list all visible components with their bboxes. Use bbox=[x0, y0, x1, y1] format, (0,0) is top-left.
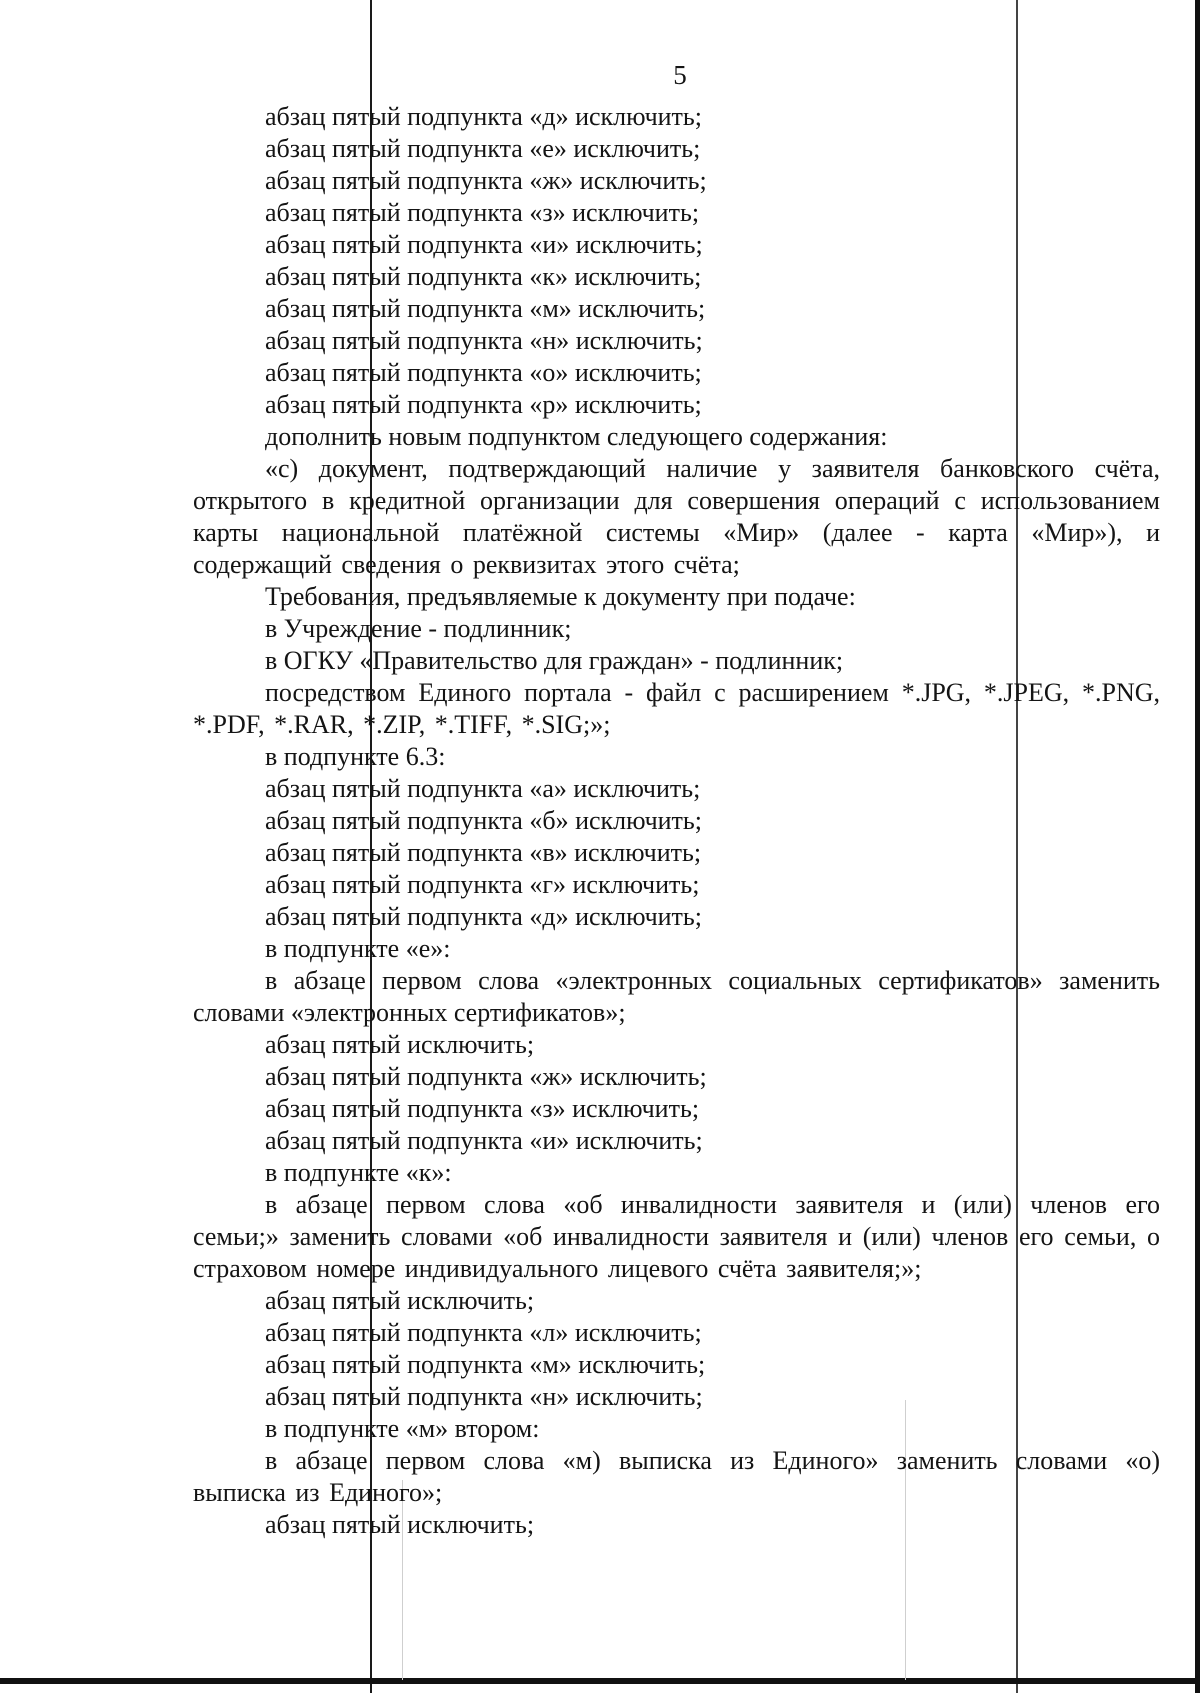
paragraph: в абзаце первом слова «электронных социальных сертификатов» заменить словами «электронных сертификатов»; bbox=[193, 966, 1160, 1027]
paragraph: в подпункте «к»: bbox=[265, 1158, 452, 1187]
scan-artifact-edge bbox=[1195, 0, 1200, 1693]
paragraph: в абзаце первом слова «м) выписка из Единого» заменить словами «о) выписка из Единого»; bbox=[193, 1446, 1160, 1507]
paragraph: абзац пятый исключить; bbox=[265, 1030, 535, 1059]
paragraph: абзац пятый подпункта «б» исключить; bbox=[265, 806, 702, 835]
paragraph: дополнить новым подпунктом следующего содержания: bbox=[265, 422, 888, 451]
paragraph: посредством Единого портала - файл с расширением *.JPG, *.JPEG, *.PNG, *.PDF, *.RAR, *.ZIP, *.TIFF, *.SIG;»; bbox=[193, 678, 1160, 739]
paragraph: в подпункте «м» втором: bbox=[265, 1414, 540, 1443]
paragraph: абзац пятый подпункта «г» исключить; bbox=[265, 870, 700, 899]
scan-artifact-edge bbox=[0, 1678, 1200, 1684]
paragraph: абзац пятый исключить; bbox=[265, 1286, 535, 1315]
paragraph: в подпункте «е»: bbox=[265, 934, 451, 963]
paragraph: абзац пятый подпункта «н» исключить; bbox=[265, 1382, 703, 1411]
paragraph: в ОГКУ «Правительство для граждан» - подлинник; bbox=[265, 646, 844, 675]
paragraph: абзац пятый подпункта «м» исключить; bbox=[265, 1350, 706, 1379]
paragraph: абзац пятый подпункта «з» исключить; bbox=[265, 1094, 700, 1123]
document-body bbox=[193, 101, 1160, 1541]
paragraph: в абзаце первом слова «об инвалидности заявителя и (или) членов его семьи;» заменить словами «об инвалидности заявителя и (или) членов его семьи, о страховом номере индивидуального лицевого счёта заявителя;»; bbox=[193, 1190, 1160, 1283]
paragraph: абзац пятый подпункта «д» исключить; bbox=[265, 902, 702, 931]
paragraph: «с) документ, подтверждающий наличие у заявителя банковского счёта, открытого в кредитной организации для совершения операций с использованием карты национальной платёжной системы «Мир» (далее - карта «Мир»), и содержащий сведения о реквизитах этого счёта; bbox=[193, 454, 1160, 579]
page-number: 5 bbox=[673, 60, 687, 90]
paragraph: абзац пятый подпункта «ж» исключить; bbox=[265, 166, 707, 195]
paragraph: Требования, предъявляемые к документу при подаче: bbox=[265, 582, 856, 611]
paragraph: абзац пятый подпункта «н» исключить; bbox=[265, 326, 703, 355]
paragraph: абзац пятый подпункта «к» исключить; bbox=[265, 262, 702, 291]
paragraph: абзац пятый подпункта «р» исключить; bbox=[265, 390, 702, 419]
paragraph: абзац пятый подпункта «е» исключить; bbox=[265, 134, 701, 163]
paragraph: абзац пятый подпункта «л» исключить; bbox=[265, 1318, 702, 1347]
paragraph: абзац пятый подпункта «и» исключить; bbox=[265, 1126, 703, 1155]
paragraph: абзац пятый исключить; bbox=[265, 1510, 535, 1539]
paragraph: абзац пятый подпункта «о» исключить; bbox=[265, 358, 702, 387]
paragraph: абзац пятый подпункта «в» исключить; bbox=[265, 838, 702, 867]
paragraph: в подпункте 6.3: bbox=[265, 742, 446, 771]
paragraph: абзац пятый подпункта «м» исключить; bbox=[265, 294, 706, 323]
paragraph: абзац пятый подпункта «ж» исключить; bbox=[265, 1062, 707, 1091]
paragraph: в Учреждение - подлинник; bbox=[265, 614, 572, 643]
paragraph: абзац пятый подпункта «з» исключить; bbox=[265, 198, 700, 227]
paragraph: абзац пятый подпункта «д» исключить; bbox=[265, 102, 702, 131]
paragraph: абзац пятый подпункта «а» исключить; bbox=[265, 774, 701, 803]
paragraph: абзац пятый подпункта «и» исключить; bbox=[265, 230, 703, 259]
